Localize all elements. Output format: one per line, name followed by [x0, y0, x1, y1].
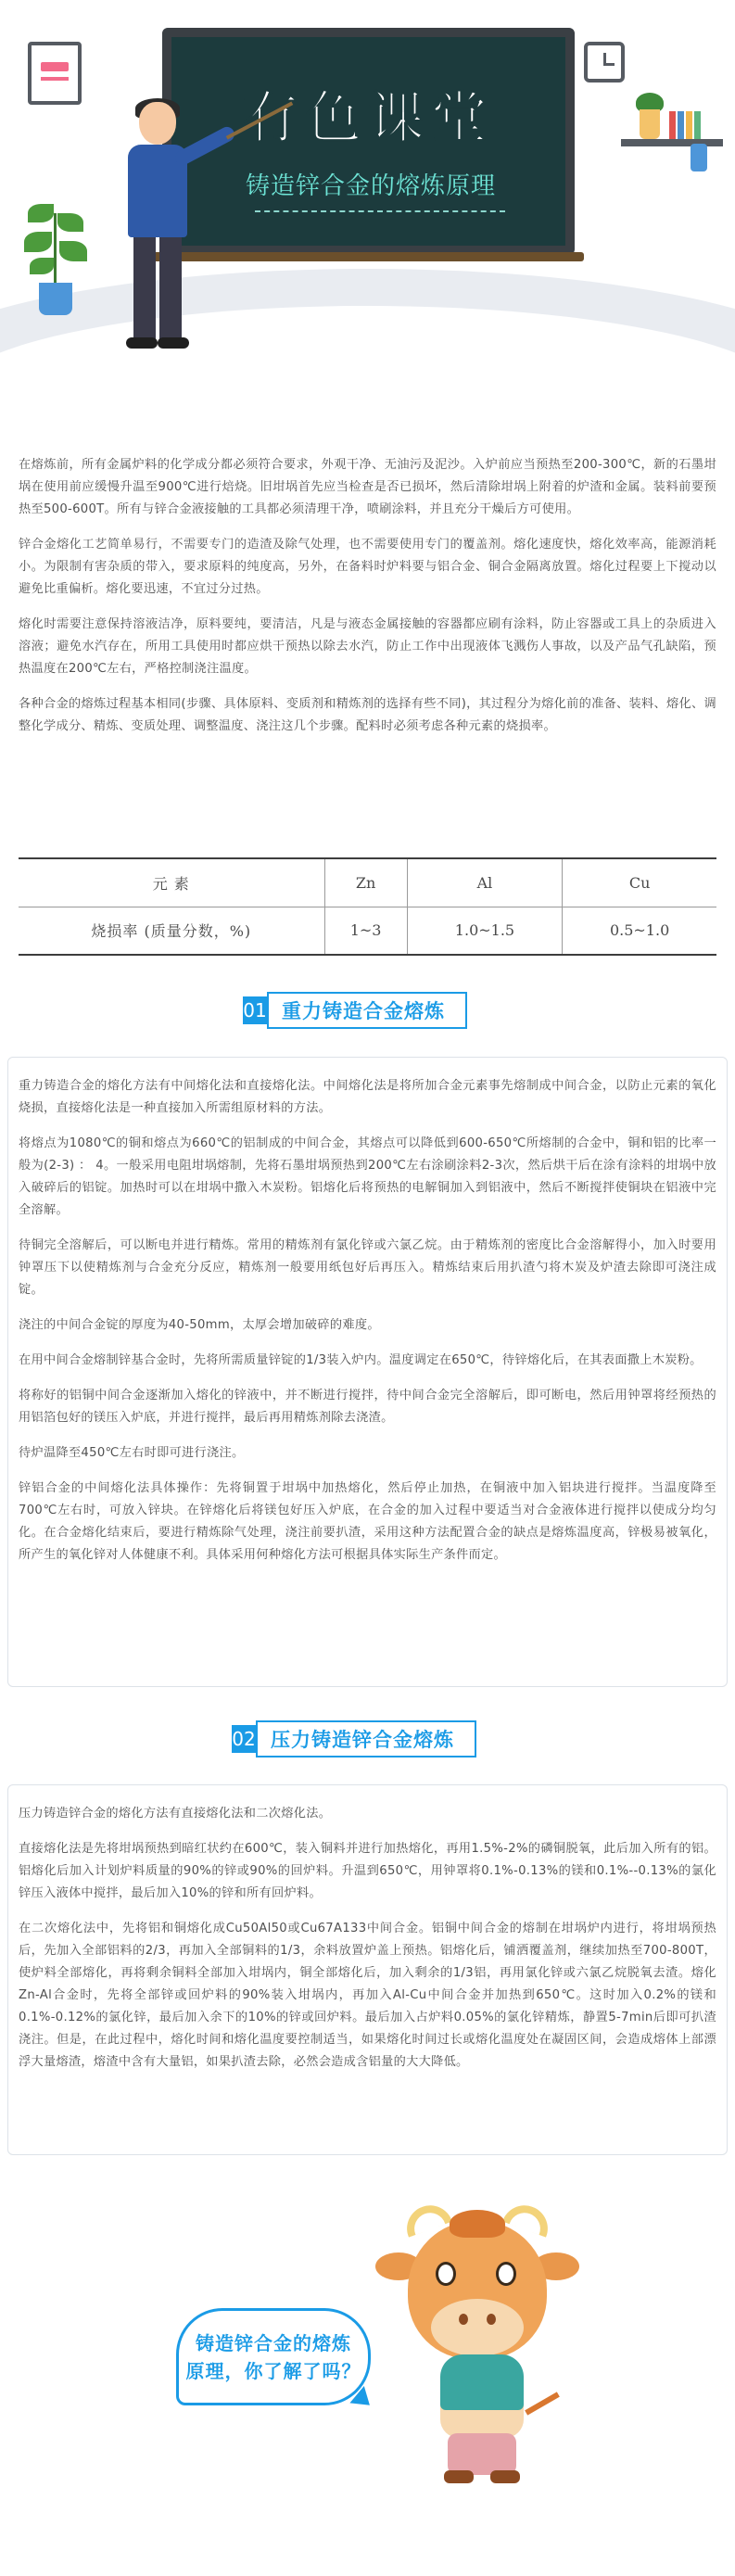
section1-paragraph: 将熔点为1080℃的铜和熔点为660℃的铝制成的中间合金，其熔点可以降低到600-650℃所熔制的合金中，铜和铝的比率一般为(2-3) ： 4。一般采用电阻坩埚熔制，先将石墨坩埚预热到200℃左右涂刷涂料2-3次，然后烘干后在涂有涂料的坩埚中放入破碎后的铝锭。加热时可以在坩埚中撒入木炭粉。铝熔化后将预热的电解铜加入到铝液中，然后不断搅拌使铜块在铝液中完全溶解。 [19, 1136, 716, 1217]
burn-loss-table [19, 857, 716, 956]
table-row [19, 907, 716, 955]
section1-paragraph: 浇注的中间合金锭的厚度为40-50mm，太厚会增加破碎的难度。 [19, 1318, 380, 1332]
speech-bubble-line2: 原理，你了解了吗？ [185, 2359, 361, 2382]
section1-paragraph: 重力铸造合金的熔化方法有中间熔化法和直接熔化法。中间熔化法是将所加合金元素事先熔制成中间合金，以防止元素的氧化烧损，直接熔化法是一种直接加入所需组原材料的方法。 [19, 1079, 716, 1115]
shelf-pot [640, 109, 660, 139]
section2-heading [232, 1720, 476, 1758]
table-cell: 1.0~1.5 [407, 907, 563, 955]
intro-paragraph: 在熔炼前，所有金属炉料的化学成分都必须符合要求，外观干净、无油污及泥沙。入炉前应当预热至200-300℃，新的石墨坩埚在使用前应缓慢升温至900℃进行焙烧。旧坩埚首先应当检查是否已损坏，然后清除坩埚上附着的炉渣和金属。装料前要预热至500-600T。所有与锌合金液接触的工具都必须清理干净，喷刷涂料，并且充分干燥后方可使用。 [19, 458, 716, 516]
section1-text [19, 1075, 716, 1580]
table-header-cell: Zn [324, 858, 407, 907]
intro-paragraph: 熔化时需要注意保持溶液洁净，原料要纯，要清洁，凡是与液态金属接触的容器都应刷有涂料，防止容器或工具上的杂质进入溶液；避免水汽存在，所用工具使用时都应烘干预热以除去水汽，防止工作中出现液体飞溅伤人事故，以及产品气孔缺陷，预热温度在200℃左右，严格控制浇注温度。 [19, 617, 716, 676]
table-cell: 0.5~1.0 [563, 907, 716, 955]
books-icon [669, 111, 706, 139]
picture-frame-icon [28, 42, 82, 105]
section1-paragraph: 待铜完全溶解后，可以断电并进行精炼。常用的精炼剂有氯化锌或六氯乙烷。由于精炼剂的密度比合金溶解得小，加入时要用钟罩压下以使精炼剂与合金充分反应，精炼剂一般要用纸包好后再压入。精炼结束后用扒渣勺将木炭及炉渣去除即可浇注成锭。 [19, 1238, 716, 1297]
header-banner [0, 0, 735, 371]
section1-heading [243, 992, 467, 1029]
table-header-cell: Al [407, 858, 563, 907]
section2-paragraph: 直接熔化法是先将坩埚预热到暗红状约在600℃，装入铜料并进行加热熔化，再用1.5%-2%的磷铜脱氧，此后加入所有的铝。铝熔化后加入计划炉料质量的90%的锌或90%的回炉料。升温到650℃，用钟罩将0.1%-0.13%的镁和0.1%--0.13%的氯化锌压入液体中搅拌，最后加入10%的锌和所有回炉料。 [19, 1842, 716, 1900]
section2-number: 02 [232, 1725, 256, 1753]
section2-title: 压力铸造锌合金熔炼 [256, 1720, 476, 1758]
clock-icon [584, 42, 625, 82]
section1-paragraph: 锌铝合金的中间熔化法具体操作：先将铜置于坩埚中加热熔化，然后停止加热，在铜液中加入铝块进行搅拌。当温度降至700℃左右时，可放入锌块。在锌熔化后将镁包好压入炉底，在合金的加入过程中要适当对合金液体进行搅拌以使成分均匀化。在合金熔化结束后，要进行精炼除气处理，浇注前要扒渣，采用这种方法配置合金的缺点是熔炼温度高，锌极易被氧化，所产生的氧化锌对人体健康不利。具体采用何种熔化方法可根据具体实际生产条件而定。 [19, 1481, 716, 1562]
board-subtitle: 铸造锌合金的熔炼原理 [246, 167, 496, 201]
cow-mascot-illustration [366, 2197, 589, 2503]
intro-paragraph: 锌合金熔化工艺简单易行，不需要专门的造渣及除气处理，也不需要使用专门的覆盖剂。熔化速度快，熔化效率高，能源消耗小。为限制有害杂质的带入，要求原料的纯度高，另外，在备料时炉料要与铝合金、铜合金隔离放置。熔化过程要上下搅动以避免比重偏析。熔化要迅速，不宜过分过热。 [19, 538, 716, 596]
section1-paragraph: 将称好的铝铜中间合金逐渐加入熔化的锌液中，并不断进行搅拌，待中间合金完全溶解后，即可断电，然后用钟罩将经预热的用铝箔包好的镁压入炉底，并进行搅拌，最后再用精炼剂除去浇渣。 [19, 1389, 716, 1425]
section1-title: 重力铸造合金熔炼 [267, 992, 467, 1029]
potted-plant-icon [19, 195, 93, 315]
section2-paragraph: 在二次熔化法中，先将铝和铜熔化成Cu50Al50或Cu67A133中间合金。铝铜中间合金的熔制在坩埚炉内进行，将坩埚预热后，先加入全部铝料的2/3，再加入全部铜料的1/3，余料放置炉盖上预热。铝熔化后，铺洒覆盖剂，继续加热至700-800T，使炉料全部熔化，再将剩余铜料全部加入坩埚内，铜全部熔化后，加入剩余的1/3铝，再用氯化锌或六氯乙烷脱氧去渣。熔化Zn-Al合金时，先将全部锌或回炉料的90%装入坩埚内，再加入Al-Cu中间合金并加热到650℃。这时加入0.2%的镁和0.1%-0.12%的氯化锌，最后加入余下的10%的锌或回炉料。最后加入占炉料0.05%的氯化锌精炼，静置5-7min后即可扒渣浇注。但是，在此过程中，熔化时间和熔化温度要控制适当，如果熔化时间过长或熔化温度处在凝固区间，会造成熔体上部漂浮大量熔渣，熔渣中含有大量铝，如果扒渣去除，必然会造成含铝量的大大降低。 [19, 1922, 716, 2069]
section1-paragraph: 在用中间合金熔制锌基合金时，先将所需质量锌锭的1/3装入炉内。温度调定在650℃，待锌熔化后，在其表面撒上木炭粉。 [19, 1353, 703, 1367]
section1-paragraph: 待炉温降至450℃左右时即可进行浇注。 [19, 1446, 245, 1460]
wall-shelf [621, 139, 723, 146]
table-row-label: 烧损率 (质量分数，%) [19, 907, 324, 955]
intro-paragraph: 各种合金的熔炼过程基本相同(步骤、具体原料、变质剂和精炼剂的选择有些不同)，其过程分为熔化前的准备、装料、熔化、调整化学成分、精炼、变质处理、调整温度、浇注这几个步骤。配料时必须考虑各种元素的烧损率。 [19, 697, 716, 733]
table-header-label: 元 素 [19, 858, 324, 907]
table-header-row [19, 858, 716, 907]
vase-icon [691, 144, 707, 171]
teacher-illustration [102, 102, 204, 362]
intro-text [19, 454, 716, 751]
section2-paragraph: 压力铸造锌合金的熔化方法有直接熔化法和二次熔化法。 [19, 1807, 332, 1821]
table-header-cell: Cu [563, 858, 716, 907]
table-cell: 1~3 [324, 907, 407, 955]
speech-bubble [176, 2308, 371, 2405]
section2-text [19, 1803, 716, 2087]
board-title: 有色课堂 [242, 86, 495, 151]
chalk-tray [148, 252, 584, 261]
speech-bubble-line1: 铸造锌合金的熔炼 [196, 2331, 351, 2354]
section1-number: 01 [243, 996, 267, 1024]
